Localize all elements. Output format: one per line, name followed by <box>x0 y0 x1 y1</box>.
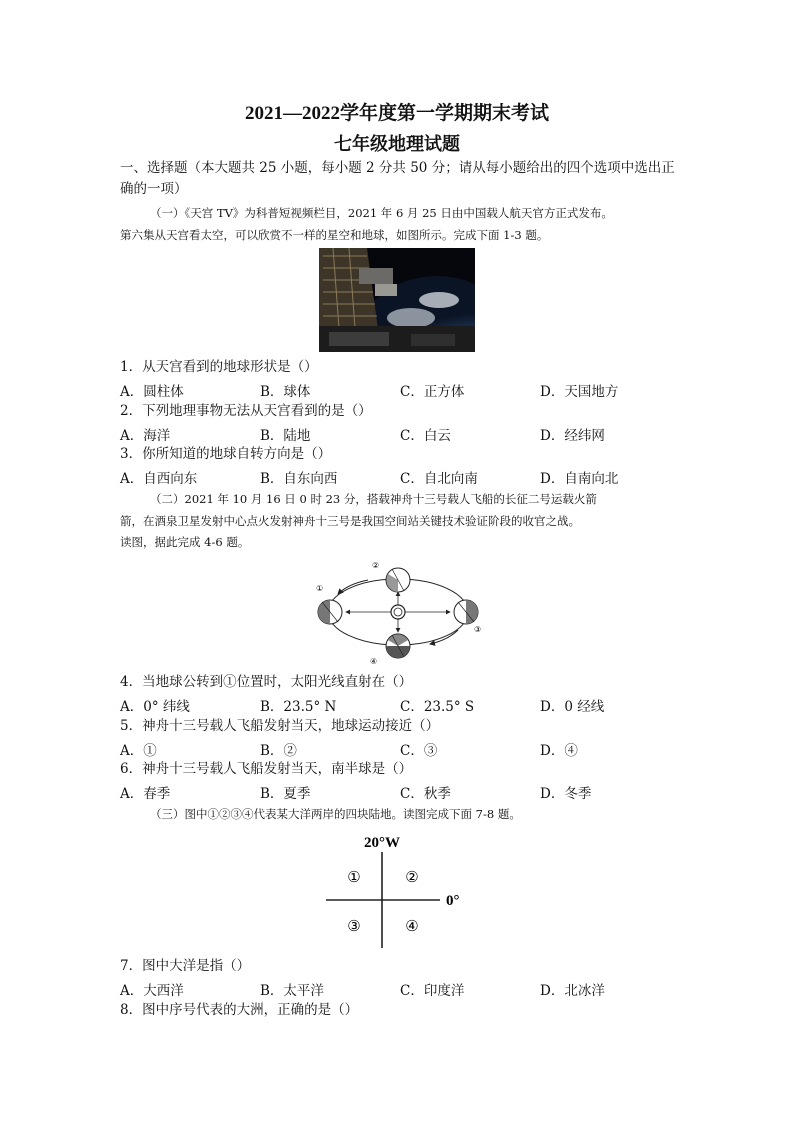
q7-option-a[interactable]: A．大西洋 <box>120 983 184 999</box>
question-5: 5．神舟十三号载人飞船发射当天，地球运动接近（） <box>120 718 440 734</box>
section-heading-line1: 一、选择题（本大题共 25 小题，每小题 2 分共 50 分；请从每小题给出的四个选项中选出正 <box>120 160 675 176</box>
question-3-options <box>120 467 680 485</box>
group1-intro-line1: （一）《天宫 TV》为科普短视频栏目，2021 年 6 月 25 日由中国载人航天官方正式发布。 <box>150 206 613 220</box>
earth-orbit-diagram <box>308 558 488 670</box>
q7-option-d[interactable]: D．北冰洋 <box>540 983 605 999</box>
q7-option-b[interactable]: B．太平洋 <box>260 983 324 999</box>
q6-option-c[interactable]: C．秋季 <box>400 786 451 802</box>
question-6-options <box>120 782 680 800</box>
group2-intro-line2: 箭，在酒泉卫星发射中心点火发射神舟十三号是我国空间站关键技术验证阶段的收官之战。 <box>120 514 580 528</box>
q3-option-c[interactable]: C．自北向南 <box>400 471 478 487</box>
meridian-label: 20°W <box>364 835 400 851</box>
question-8: 8．图中序号代表的大洲，正确的是（） <box>120 1002 359 1018</box>
question-6: 6．神舟十三号载人飞船发射当天，南半球是（） <box>120 761 413 777</box>
q5-option-d[interactable]: D．④ <box>540 743 578 759</box>
q4-option-d[interactable]: D．0 经线 <box>540 699 605 715</box>
q6-option-b[interactable]: B．夏季 <box>260 786 311 802</box>
q2-option-a[interactable]: A．海洋 <box>120 428 171 444</box>
question-4: 4．当地球公转到①位置时，太阳光线直射在（） <box>120 674 413 690</box>
quadrant-2: ② <box>405 868 419 886</box>
question-2: 2．下列地理事物无法从天宫看到的是（） <box>120 403 372 419</box>
space-station-photo <box>319 248 475 352</box>
group2-intro-line1: （二）2021 年 10 月 16 日 0 时 23 分，搭载神舟十三号载人飞船的长征二号运载火箭 <box>150 492 597 506</box>
q1-option-b[interactable]: B．球体 <box>260 384 311 400</box>
q3-option-b[interactable]: B．自东向西 <box>260 471 338 487</box>
q3-option-d[interactable]: D．自南向北 <box>540 471 619 487</box>
question-2-options <box>120 424 680 442</box>
question-1: 1．从天宫看到的地球形状是（） <box>120 359 318 375</box>
question-4-options <box>120 695 680 713</box>
q6-option-a[interactable]: A．春季 <box>120 786 171 802</box>
exam-title: 2021—2022学年度第一学期期末考试 <box>244 103 549 124</box>
group2-intro-line3: 读图，据此完成 4-6 题。 <box>120 535 250 549</box>
section-heading-line2: 确的一项） <box>120 181 188 197</box>
quadrant-4: ④ <box>405 917 419 935</box>
question-5-options <box>120 739 680 757</box>
equator-label: 0° <box>446 893 460 909</box>
q2-option-c[interactable]: C．白云 <box>400 428 451 444</box>
q5-option-c[interactable]: C．③ <box>400 743 438 759</box>
q3-option-a[interactable]: A．自西向东 <box>120 471 198 487</box>
q2-option-b[interactable]: B．陆地 <box>260 428 311 444</box>
orbit-label-1: ① <box>316 584 324 593</box>
q1-option-d[interactable]: D．天国地方 <box>540 384 619 400</box>
ocean-quadrant-figure <box>318 830 478 952</box>
q4-option-a[interactable]: A．0° 纬线 <box>120 699 190 715</box>
orbit-label-2: ② <box>372 561 380 570</box>
question-3: 3．你所知道的地球自转方向是（） <box>120 446 332 462</box>
q4-option-b[interactable]: B．23.5° N <box>260 699 337 715</box>
q5-option-a[interactable]: A．① <box>120 743 157 759</box>
question-7: 7．图中大洋是指（） <box>120 958 251 974</box>
q6-option-d[interactable]: D．冬季 <box>540 786 592 802</box>
quadrant-1: ① <box>347 868 361 886</box>
group3-intro-line1: （三）图中①②③④代表某大洋两岸的四块陆地。读图完成下面 7-8 题。 <box>150 807 521 821</box>
quadrant-3: ③ <box>347 917 361 935</box>
q1-option-a[interactable]: A．圆柱体 <box>120 384 184 400</box>
q7-option-c[interactable]: C．印度洋 <box>400 983 465 999</box>
exam-subtitle: 七年级地理试题 <box>334 134 460 154</box>
question-1-options <box>120 380 680 398</box>
question-7-options <box>120 979 680 997</box>
q1-option-c[interactable]: C．正方体 <box>400 384 465 400</box>
q2-option-d[interactable]: D．经纬网 <box>540 428 605 444</box>
orbit-label-4: ④ <box>370 657 378 666</box>
q4-option-c[interactable]: C．23.5° S <box>400 699 475 715</box>
group1-intro-line2: 第六集从天宫看太空，可以欣赏不一样的星空和地球，如图所示。完成下面 1-3 题。 <box>120 228 549 242</box>
orbit-label-3: ③ <box>474 625 482 634</box>
q5-option-b[interactable]: B．② <box>260 743 297 759</box>
